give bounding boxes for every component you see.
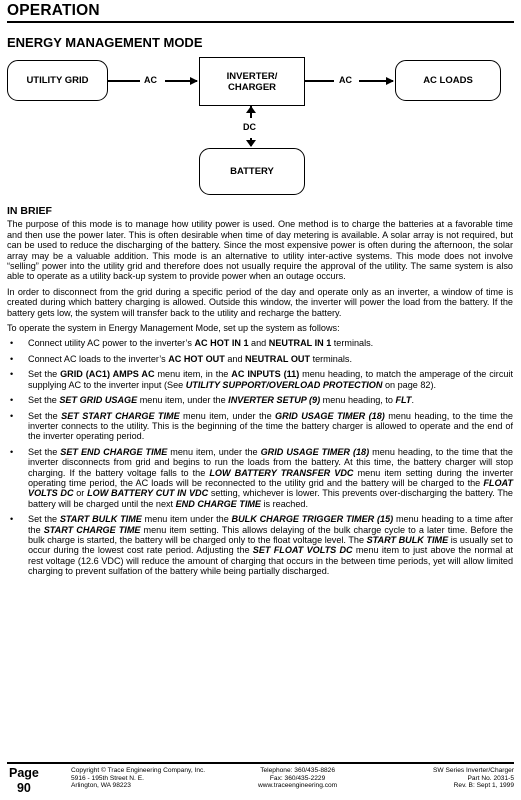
energy-flow-diagram bbox=[0, 50, 521, 210]
footer-product bbox=[433, 767, 514, 790]
footer-fax: Fax: 360/435-2229 bbox=[269, 774, 326, 782]
footer-part-no: Part No. 2031-5 bbox=[467, 774, 514, 782]
dc-label: DC bbox=[243, 122, 256, 132]
bullet-icon: • bbox=[10, 446, 14, 457]
inverter-charger-box bbox=[199, 57, 305, 106]
battery-box bbox=[199, 148, 305, 195]
ac-loads-label: AC LOADS bbox=[423, 75, 473, 86]
page-title: OPERATION bbox=[7, 2, 100, 19]
list-item: • Connect AC loads to the inverter’s AC HOT OUT and NEUTRAL OUT terminals. bbox=[10, 353, 352, 364]
dc-arrow-down-icon bbox=[246, 140, 256, 147]
bullet-icon: • bbox=[10, 369, 14, 380]
dc-arrow-up-icon bbox=[246, 106, 256, 113]
page-word: Page bbox=[9, 766, 39, 780]
footer-rule bbox=[7, 762, 514, 764]
setup-steps-list bbox=[7, 338, 513, 576]
footer-address-1: 5916 - 195th Street N. E. bbox=[71, 774, 144, 782]
ac-label-left: AC bbox=[144, 75, 157, 85]
page-number: 90 bbox=[16, 781, 31, 795]
footer-company bbox=[71, 767, 205, 790]
list-item: • Set the START BULK TIME menu item under the BULK CHARGE TRIGGER TIMER (15) menu heading to a time after the START CHARGE TIME menu item setting. This allows delaying of the bulk charge cycle to a later time. Before the bulk charge is started, the battery will be charged only to the float voltage level. The START BULK TIME is usually set to occur during the lowest cost rate period. Adjusting the SET FLOAT VOLTS DC menu item to just above the normal at rest voltage (12.6 VDC) will reduce the amount of charging that occurs in the between time periods, yet will allow limited charging to prevent sulfation of the battery while being partially discharged. bbox=[10, 514, 514, 577]
utility-grid-label: UTILITY GRID bbox=[26, 75, 89, 86]
footer-series: SW Series Inverter/Charger bbox=[433, 767, 514, 774]
list-item: • Set the SET GRID USAGE menu item, under the INVERTER SETUP (9) menu heading, to FLT. bbox=[10, 395, 415, 406]
list-item: • Set the SET START CHARGE TIME menu item, under the GRID USAGE TIMER (18) menu heading, to the time the inverter connects to the utility. This is the beginning of the time the battery charger is allowed to operate and the end of the inverter operating period. bbox=[10, 410, 513, 442]
inverter-label-line2: CHARGER bbox=[227, 81, 277, 93]
bullet-icon: • bbox=[10, 353, 14, 364]
bullet-icon: • bbox=[10, 395, 14, 406]
footer-copyright: Copyright © Trace Engineering Company, Inc. bbox=[71, 767, 206, 774]
footer-contact bbox=[258, 767, 337, 790]
footer-telephone: Telephone: 360/435-8826 bbox=[260, 767, 335, 774]
page-number-block bbox=[9, 766, 39, 796]
footer-revision: Rev. B: Sept 1, 1999 bbox=[453, 782, 514, 790]
footer-address-2: Arlington, WA 98223 bbox=[71, 782, 131, 790]
brief-paragraph-3: To operate the system in Energy Management Mode, set up the system as follows: bbox=[7, 323, 340, 334]
ac-loads-box bbox=[395, 60, 501, 101]
title-rule bbox=[7, 21, 514, 23]
utility-grid-box bbox=[7, 60, 108, 101]
bullet-icon: • bbox=[10, 514, 14, 525]
brief-paragraph-1: The purpose of this mode is to manage how utility power is used. One method is to charge the batteries at a favorable time and then use the power later. This is often desirable when time of day metering is available. A solar array is not required, but can be used to reduce the discharging of the battery. Since the most expensive power is often during the afternoon, the solar array may be a valuable addition. This mode is an alternative to utility inter-active systems. This mode does not involve “selling” power into the utility grid and therefore does not usually require the approval of the utility. The same system is also able to operate as a utility back-up system to provide power when an outage occurs. bbox=[7, 219, 513, 282]
body-content bbox=[7, 206, 513, 582]
bullet-icon: • bbox=[10, 410, 14, 421]
ac-label-right: AC bbox=[339, 75, 352, 85]
in-brief-heading: IN BRIEF bbox=[7, 205, 52, 217]
footer-website: www.traceengineering.com bbox=[258, 782, 338, 790]
inverter-label-line1: INVERTER/ bbox=[226, 70, 278, 82]
bullet-icon: • bbox=[10, 338, 14, 349]
list-item: • Set the SET END CHARGE TIME menu item, under the GRID USAGE TIMER (18) menu heading, to the time that the inverter disconnects from grid and begins to run the loads from the battery. At this time, the battery charger will stop charging. If the battery voltage falls to the LOW BATTERY TRANSFER VDC menu item setting during the inverter operating time period, the AC loads will be reconnected to the utility grid and the battery will be charged to the FLOAT VOLTS DC or LOW BATTERY CUT IN VDC setting, whichever is lower. This prevents over-discharging the battery. The battery will be charged until the next END CHARGE TIME is reached. bbox=[10, 446, 514, 509]
section-title: ENERGY MANAGEMENT MODE bbox=[7, 35, 203, 50]
battery-label: BATTERY bbox=[230, 166, 274, 177]
list-item: • Set the GRID (AC1) AMPS AC menu item, in the AC INPUTS (11) menu heading, to match the amperage of the circuit supplying AC to the inverter input (See UTILITY SUPPORT/OVERLOAD PROTECTION on page 82). bbox=[10, 369, 513, 390]
brief-paragraph-2: In order to disconnect from the grid during a specific period of the day and operate only as an inverter, a window of time is created during which battery charging is allowed. Outside this window, the inverter will power the load from the battery. If the battery gets low, the system will transfer back to the utility and recharge the battery. bbox=[7, 286, 513, 318]
list-item: • Connect utility AC power to the inverter’s AC HOT IN 1 and NEUTRAL IN 1 terminals. bbox=[10, 338, 374, 349]
